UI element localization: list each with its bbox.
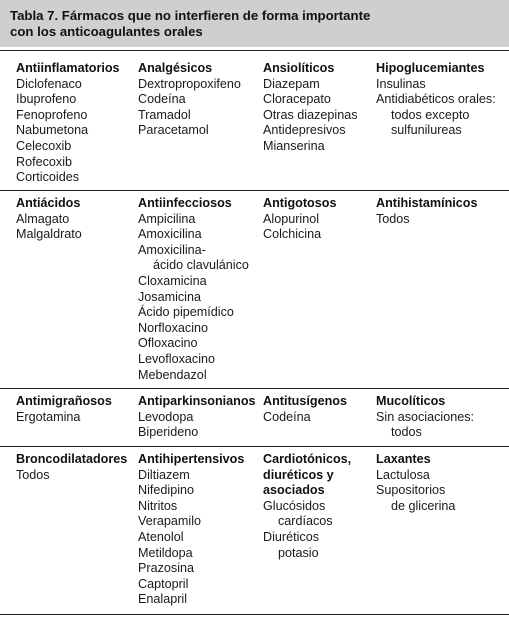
drug-item: Ampicilina	[138, 211, 196, 226]
drug-group-header: Laxantes	[376, 452, 431, 466]
drug-group-header: Antitusígenos	[263, 394, 347, 408]
drug-item: sulfunilureas	[391, 123, 462, 138]
drug-item: Antidiabéticos orales:	[376, 92, 496, 107]
drug-item: Tramadol	[138, 107, 191, 122]
drug-item: Corticoides	[16, 170, 79, 185]
drug-item: Diuréticos	[263, 529, 319, 544]
drug-item: Ibuprofeno	[16, 92, 77, 107]
drug-item: Cloxamicina	[138, 273, 207, 288]
drug-item: Celecoxib	[16, 138, 72, 153]
drug-item: Otras diazepinas	[263, 107, 358, 122]
drug-item: Insulinas	[376, 76, 426, 91]
drug-group-cell	[263, 196, 336, 243]
drug-item: Todos	[376, 211, 410, 226]
drug-group-cell	[376, 452, 455, 514]
drug-group-cell	[16, 394, 112, 425]
drug-item: Antidepresivos	[263, 123, 346, 138]
drug-item: Levofloxacino	[138, 351, 216, 366]
drug-group-header: Broncodilatadores	[16, 452, 128, 466]
table-title	[0, 0, 509, 47]
drug-item: Amoxicilina	[138, 227, 202, 242]
drug-item: Prazosina	[138, 561, 195, 576]
table-title-line1: Tabla 7. Fármacos que no interfieren de forma importante	[10, 8, 371, 23]
section-divider	[0, 50, 509, 51]
drug-item: Ácido pipemídico	[138, 305, 234, 320]
drug-group-cell	[376, 61, 496, 139]
drug-item: Nifedipino	[138, 483, 195, 498]
drug-item: Codeína	[263, 409, 311, 424]
drug-item: Mebendazol	[138, 367, 207, 382]
drug-group-cell	[16, 452, 127, 483]
drug-group-cell	[16, 61, 120, 186]
drug-group-cell	[138, 394, 256, 441]
drug-item: Colchicina	[263, 227, 322, 242]
drug-item: Dextropropoxifeno	[138, 76, 241, 91]
drug-item: Lactulosa	[376, 467, 430, 482]
drug-group-header: Antiácidos	[16, 196, 81, 210]
drug-item: Amoxicilina-	[138, 242, 206, 257]
table-title-line2: con los anticoagulantes orales	[10, 24, 203, 39]
drug-group-header: Ansiolíticos	[263, 61, 335, 75]
drug-item: cardíacos	[278, 514, 333, 529]
drug-item: Todos	[16, 467, 50, 482]
drug-item: todos	[391, 425, 422, 440]
section-divider	[0, 446, 509, 447]
drug-item: Rofecoxib	[16, 154, 73, 169]
drug-item: Enalapril	[138, 592, 188, 607]
drug-group-cell	[376, 394, 474, 441]
drug-group-header: Antiinfecciosos	[138, 196, 232, 210]
drug-item: Josamicina	[138, 289, 201, 304]
drug-item: Ergotamina	[16, 409, 81, 424]
drug-group-cell	[16, 196, 82, 243]
drug-item: Captopril	[138, 576, 189, 591]
drug-item: Fenoprofeno	[16, 107, 88, 122]
drug-item: Biperideno	[138, 425, 199, 440]
drug-item: Nabumetona	[16, 123, 89, 138]
drug-group-cell	[263, 452, 351, 561]
drug-item: Glucósidos	[263, 498, 326, 513]
drug-item: Diclofenaco	[16, 76, 82, 91]
drug-item: Sin asociaciones:	[376, 409, 475, 424]
section-divider	[0, 190, 509, 191]
drug-item: ácido clavulánico	[153, 258, 249, 273]
drug-item: Norfloxacino	[138, 320, 208, 335]
drug-group-cell	[138, 196, 249, 383]
drug-group-cell	[138, 452, 244, 608]
drug-group-header: Antiparkinsonianos	[138, 394, 256, 408]
drug-item: Verapamilo	[138, 514, 202, 529]
drug-group-header: Analgésicos	[138, 61, 213, 75]
drug-item: Paracetamol	[138, 123, 209, 138]
drug-item: de glicerina	[391, 498, 456, 513]
drug-item: Cloracepato	[263, 92, 331, 107]
drug-item: todos excepto	[391, 107, 470, 122]
drug-group-header: Hipoglucemiantes	[376, 61, 485, 75]
drug-group-header: Antigotosos	[263, 196, 337, 210]
drug-item: Supositorios	[376, 483, 446, 498]
drug-item: Malgaldrato	[16, 227, 82, 242]
drug-group-header: Antihistamínicos	[376, 196, 478, 210]
drug-group-header: Mucolíticos	[376, 394, 446, 408]
drug-item: Almagato	[16, 211, 70, 226]
drug-group-header: Antimigrañosos	[16, 394, 112, 408]
drug-item: Mianserina	[263, 138, 325, 153]
drug-group-cell	[263, 394, 347, 425]
drug-item: Alopurinol	[263, 211, 320, 226]
drug-item: Diazepam	[263, 76, 320, 91]
drug-item: Codeína	[138, 92, 186, 107]
drug-group-cell	[376, 196, 477, 227]
drug-group-cell	[138, 61, 241, 139]
drug-group-header: asociados	[263, 483, 325, 498]
drug-item: Ofloxacino	[138, 336, 198, 351]
section-divider	[0, 614, 509, 615]
drug-item: Nitritos	[138, 498, 178, 513]
drug-item: Atenolol	[138, 529, 184, 544]
drug-group-header: diuréticos y	[263, 467, 334, 482]
drug-group-cell	[263, 61, 358, 155]
drug-group-header: Antiinflamatorios	[16, 61, 120, 75]
drug-group-header: Antihipertensivos	[138, 452, 245, 466]
drug-item: Levodopa	[138, 409, 194, 424]
drug-item: Metildopa	[138, 545, 193, 560]
drug-item: potasio	[278, 545, 319, 560]
drug-group-header: Cardiotónicos,	[263, 452, 352, 466]
drug-item: Diltiazem	[138, 467, 190, 482]
section-divider	[0, 388, 509, 389]
